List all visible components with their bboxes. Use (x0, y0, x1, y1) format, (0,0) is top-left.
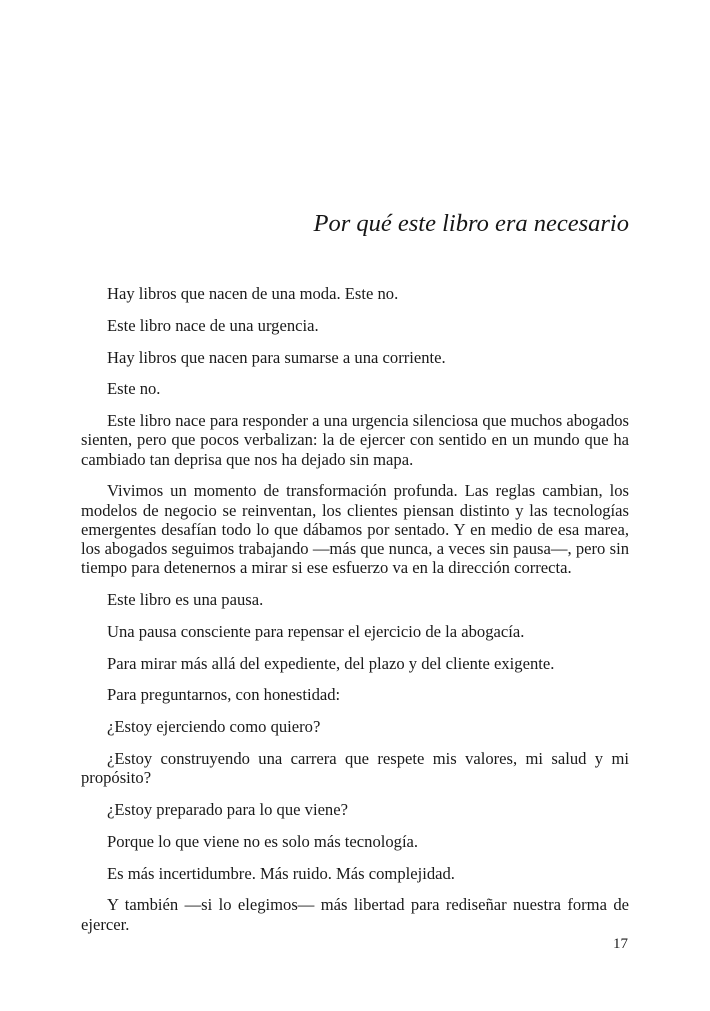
paragraph: Vivimos un momento de transformación profunda. Las reglas cambian, los modelos de negocio se reinventan, los clientes piensan distinto y las tecnologías emergentes desafían todo lo que dábamos por sentado. Y en medio de esa marea, los abogados seguimos trabajando —más que nunca, a veces sin pausa—, pero sin tiempo para detenernos a mirar si ese esfuerzo va en la dirección correcta. (81, 481, 629, 578)
paragraph: ¿Estoy preparado para lo que viene? (107, 799, 348, 819)
paragraph: Para preguntarnos, con honestidad: (107, 685, 341, 705)
paragraph: Este libro nace de una urgencia. (107, 315, 319, 335)
paragraph: Este libro nace para responder a una urgencia silenciosa que muchos abogados sienten, pero que pocos verbalizan: la de ejercer con sentido en un mundo que ha cambiado tan deprisa que nos ha dejado sin mapa. (81, 411, 629, 469)
page-number: 17 (613, 936, 628, 952)
chapter-title: Por qué este libro era necesario (313, 210, 629, 237)
paragraph: Una pausa consciente para repensar el ejercicio de la abogacía. (107, 621, 525, 641)
paragraph: ¿Estoy ejerciendo como quiero? (107, 717, 321, 737)
body-text (81, 284, 629, 946)
paragraph: Es más incertidumbre. Más ruido. Más complejidad. (107, 863, 455, 883)
paragraph: Este libro es una pausa. (107, 590, 264, 609)
paragraph: ¿Estoy construyendo una carrera que respete mis valores, mi salud y mi propósito? (81, 748, 629, 788)
paragraph: Para mirar más allá del expediente, del plazo y del cliente exigente. (107, 653, 555, 673)
paragraph: Este no. (107, 379, 161, 399)
paragraph: Hay libros que nacen de una moda. Este no. (107, 284, 399, 303)
paragraph: Y también —si lo elegimos— más libertad para rediseñar nuestra forma de ejercer. (81, 895, 629, 934)
paragraph: Hay libros que nacen para sumarse a una corriente. (107, 347, 446, 367)
paragraph: Porque lo que viene no es solo más tecnología. (107, 831, 419, 851)
